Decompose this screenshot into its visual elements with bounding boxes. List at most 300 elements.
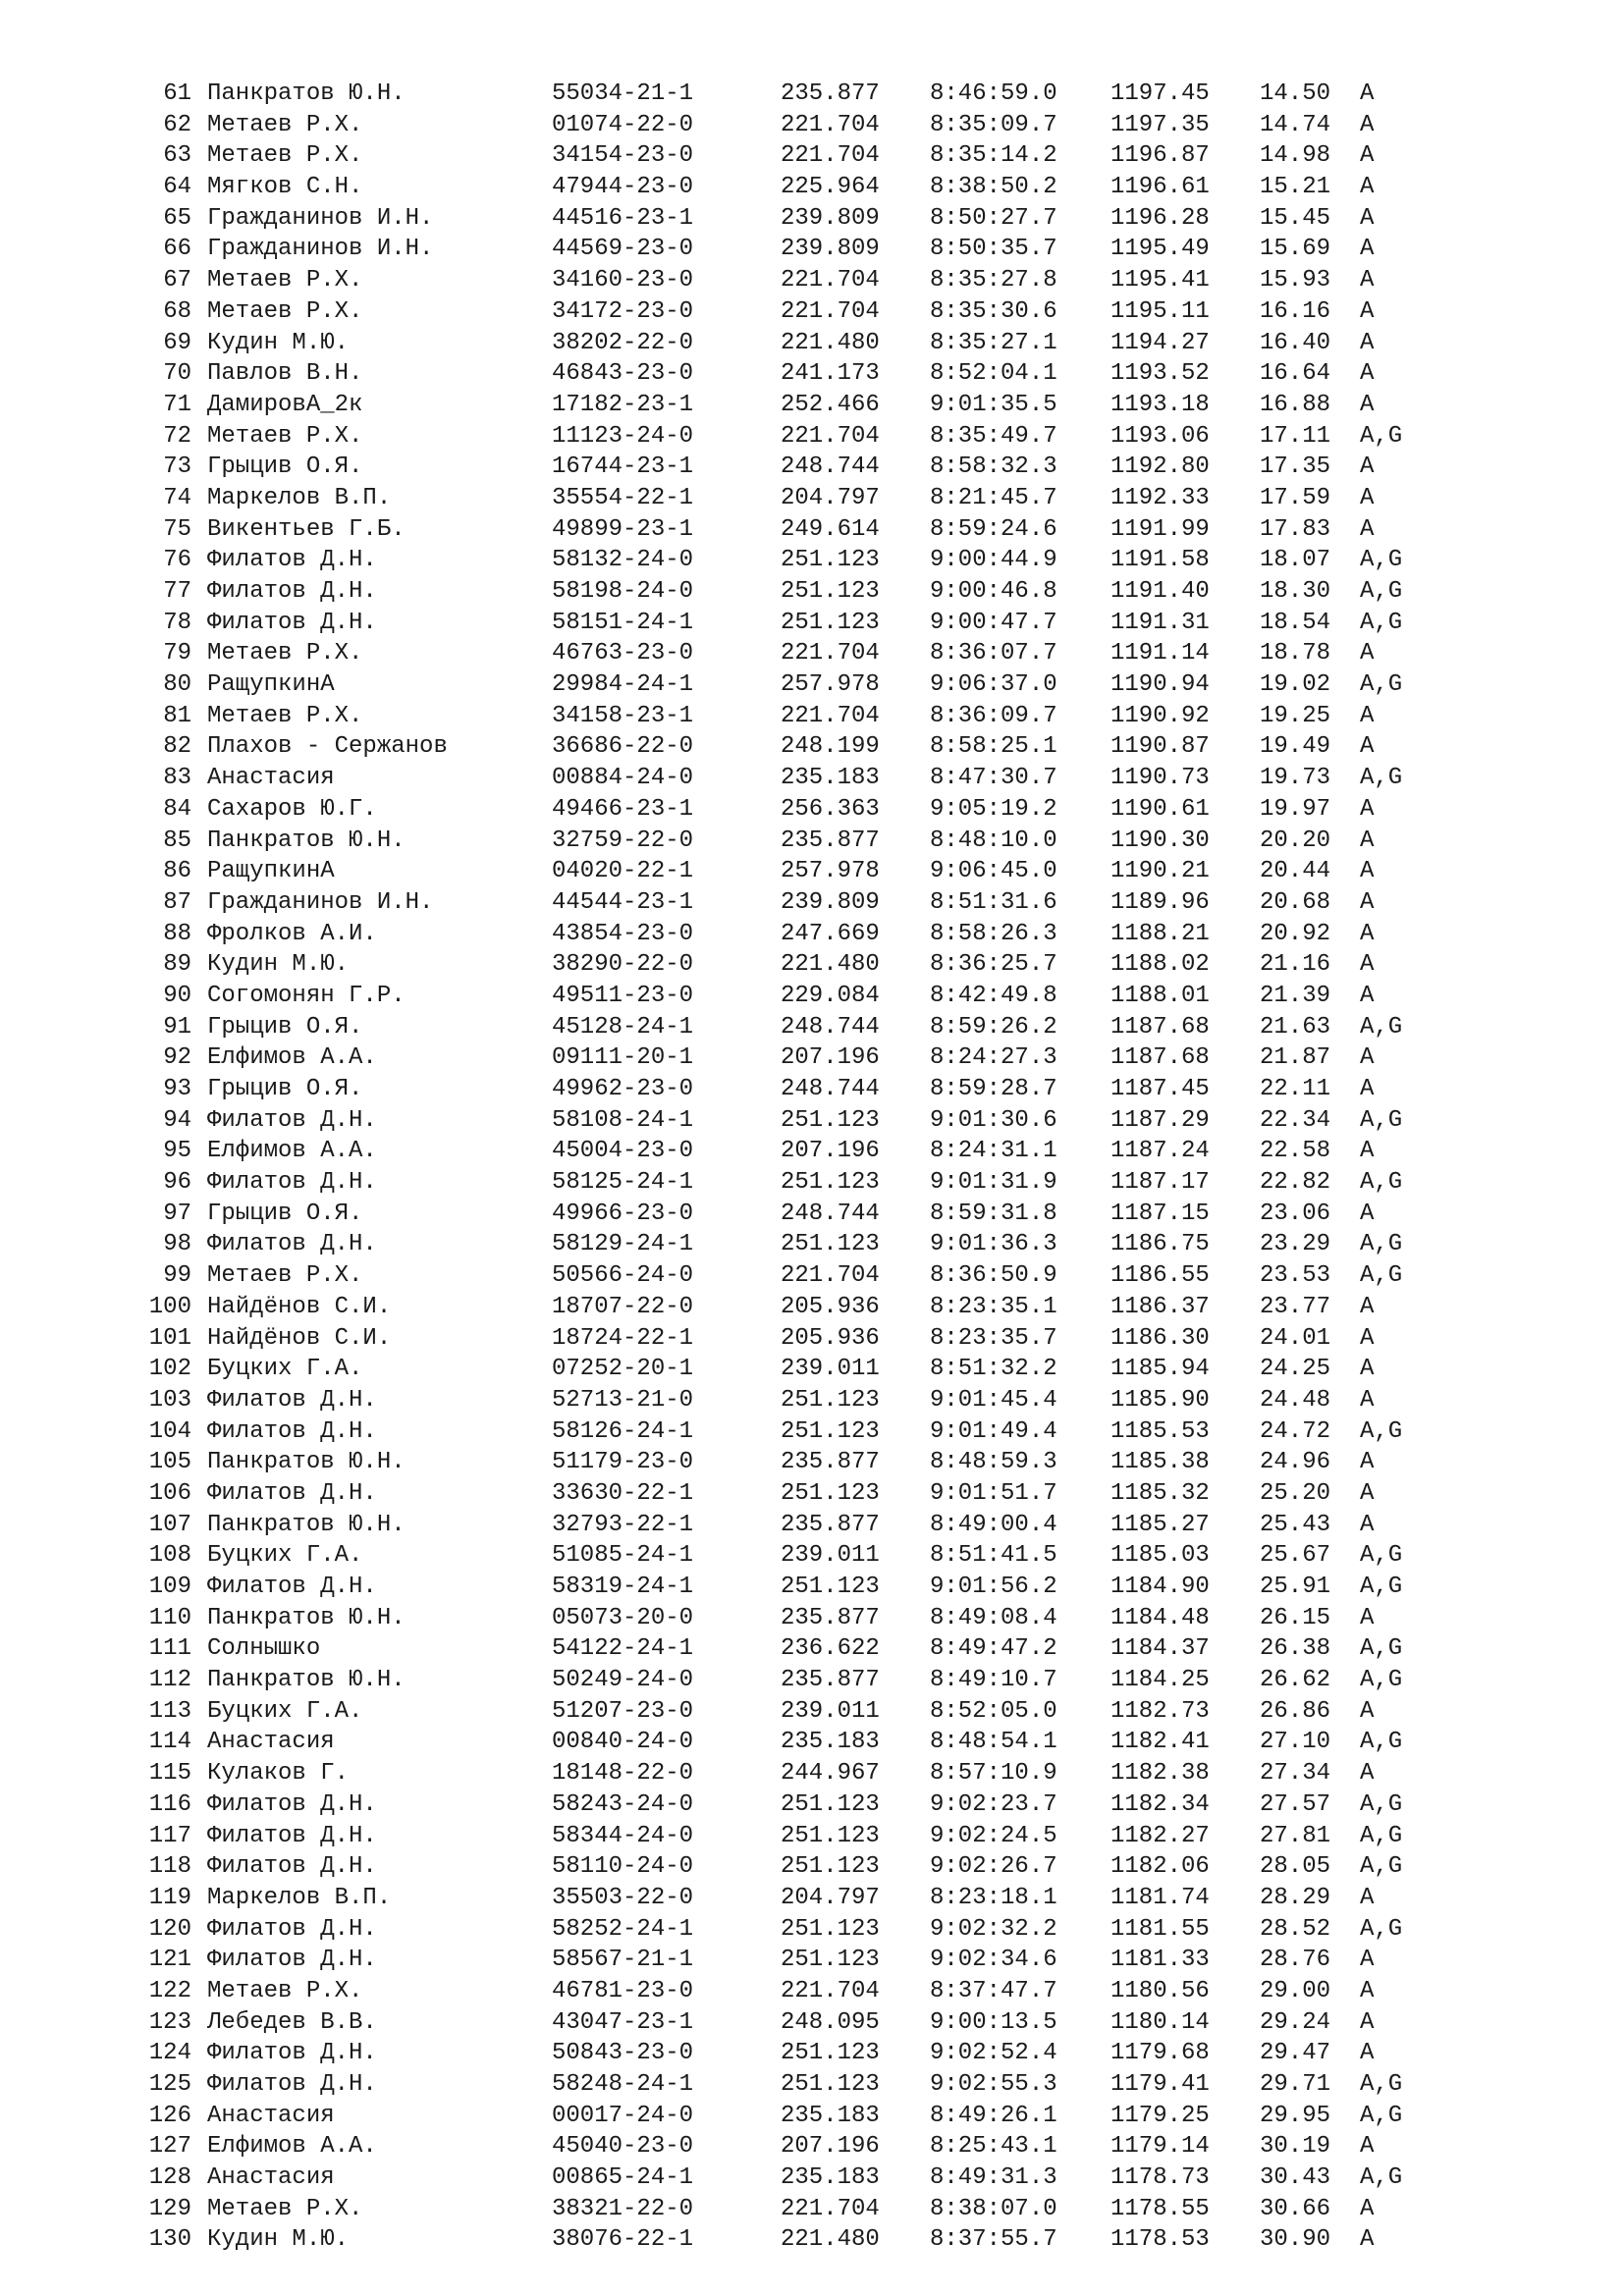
row-name: Метаев Р.Х. xyxy=(207,142,363,170)
table-row xyxy=(0,1292,1624,1323)
row-speed: 1179.25 xyxy=(1110,2102,1210,2129)
row-name: Филатов Д.Н. xyxy=(207,1106,377,1134)
row-coefficient: 14.98 xyxy=(1260,142,1331,170)
row-place: 102 xyxy=(148,1356,191,1383)
table-row xyxy=(0,1603,1624,1634)
row-speed: 1182.34 xyxy=(1110,1790,1210,1818)
row-flags: A xyxy=(1360,1386,1375,1414)
row-distance: 229.084 xyxy=(781,982,880,1009)
table-row xyxy=(0,1789,1624,1821)
row-arrival-time: 8:21:45.7 xyxy=(930,484,1057,511)
table-row xyxy=(0,763,1624,794)
row-flags: A,G xyxy=(1360,609,1403,636)
row-place: 96 xyxy=(163,1169,191,1197)
row-arrival-time: 8:23:35.1 xyxy=(930,1293,1057,1320)
row-place: 100 xyxy=(148,1293,191,1320)
row-flags: A xyxy=(1360,1138,1375,1165)
row-ring-number: 49466-23-1 xyxy=(552,795,694,823)
row-arrival-time: 8:36:50.9 xyxy=(930,1262,1057,1290)
row-place: 124 xyxy=(148,2040,191,2067)
row-arrival-time: 8:59:28.7 xyxy=(930,1076,1057,1102)
row-speed: 1193.06 xyxy=(1110,422,1210,450)
row-speed: 1190.87 xyxy=(1110,733,1210,761)
row-distance: 248.744 xyxy=(781,1200,880,1227)
row-place: 85 xyxy=(163,827,191,854)
row-distance: 248.199 xyxy=(781,733,880,761)
row-distance: 251.123 xyxy=(781,1853,880,1881)
row-flags: A xyxy=(1360,484,1375,511)
row-name: Метаев Р.Х. xyxy=(207,111,363,138)
row-distance: 235.877 xyxy=(781,1604,880,1631)
row-distance: 205.936 xyxy=(781,1324,880,1352)
row-arrival-time: 8:35:27.8 xyxy=(930,267,1057,294)
row-place: 74 xyxy=(163,484,191,511)
row-coefficient: 18.07 xyxy=(1260,547,1331,574)
row-name: Грыцив О.Я. xyxy=(207,454,363,481)
table-row xyxy=(0,701,1624,732)
row-distance: 241.173 xyxy=(781,360,880,388)
table-row xyxy=(0,234,1624,265)
row-place: 120 xyxy=(148,1915,191,1943)
row-name: Филатов Д.Н. xyxy=(207,1417,377,1445)
row-distance: 235.183 xyxy=(781,2102,880,2129)
row-speed: 1185.32 xyxy=(1110,1479,1210,1507)
row-coefficient: 26.86 xyxy=(1260,1697,1331,1725)
row-arrival-time: 8:51:41.5 xyxy=(930,1542,1057,1570)
row-ring-number: 55034-21-1 xyxy=(552,80,694,107)
row-speed: 1185.03 xyxy=(1110,1542,1210,1570)
row-coefficient: 17.11 xyxy=(1260,422,1331,450)
row-coefficient: 25.67 xyxy=(1260,1542,1331,1570)
row-arrival-time: 9:00:47.7 xyxy=(930,609,1057,636)
row-place: 103 xyxy=(148,1386,191,1414)
row-speed: 1187.17 xyxy=(1110,1169,1210,1197)
row-name: Филатов Д.Н. xyxy=(207,2040,377,2067)
row-flags: A xyxy=(1360,1076,1375,1102)
row-coefficient: 25.43 xyxy=(1260,1511,1331,1538)
row-speed: 1182.38 xyxy=(1110,1760,1210,1788)
row-place: 107 xyxy=(148,1511,191,1538)
table-row xyxy=(0,203,1624,235)
row-ring-number: 34172-23-0 xyxy=(552,297,694,325)
row-name: Панкратов Ю.Н. xyxy=(207,827,406,854)
row-name: Лебедев В.В. xyxy=(207,2008,377,2036)
row-ring-number: 58243-24-0 xyxy=(552,1790,694,1818)
row-flags: A xyxy=(1360,1200,1375,1227)
row-ring-number: 09111-20-1 xyxy=(552,1044,694,1072)
row-place: 99 xyxy=(163,1262,191,1290)
row-name: Метаев Р.Х. xyxy=(207,297,363,325)
row-arrival-time: 9:01:36.3 xyxy=(930,1231,1057,1258)
row-flags: A xyxy=(1360,1884,1375,1911)
row-flags: A xyxy=(1360,2040,1375,2067)
row-flags: A xyxy=(1360,80,1375,107)
table-row xyxy=(0,856,1624,887)
row-speed: 1180.14 xyxy=(1110,2008,1210,2036)
row-speed: 1190.94 xyxy=(1110,671,1210,699)
row-name: Мягков С.Н. xyxy=(207,174,363,201)
row-name: Филатов Д.Н. xyxy=(207,1231,377,1258)
row-ring-number: 46781-23-0 xyxy=(552,1977,694,2004)
row-ring-number: 00840-24-0 xyxy=(552,1729,694,1756)
row-place: 116 xyxy=(148,1790,191,1818)
row-speed: 1191.99 xyxy=(1110,515,1210,543)
row-coefficient: 18.30 xyxy=(1260,578,1331,605)
row-speed: 1185.94 xyxy=(1110,1356,1210,1383)
row-flags: A,G xyxy=(1360,1231,1403,1258)
table-row xyxy=(0,669,1624,701)
row-speed: 1186.30 xyxy=(1110,1324,1210,1352)
row-name: Анастасия xyxy=(207,765,335,792)
row-name: Елфимов А.А. xyxy=(207,2133,377,2161)
row-name: Метаев Р.Х. xyxy=(207,2195,363,2222)
row-name: Кулаков Г. xyxy=(207,1760,350,1788)
row-flags: A xyxy=(1360,1044,1375,1072)
row-ring-number: 17182-23-1 xyxy=(552,391,694,418)
row-flags: A xyxy=(1360,1947,1375,1974)
row-flags: A xyxy=(1360,982,1375,1009)
row-arrival-time: 8:49:00.4 xyxy=(930,1511,1057,1538)
row-place: 109 xyxy=(148,1574,191,1600)
row-place: 88 xyxy=(163,920,191,947)
row-flags: A xyxy=(1360,1511,1375,1538)
row-place: 101 xyxy=(148,1324,191,1352)
row-place: 65 xyxy=(163,204,191,232)
row-distance: 204.797 xyxy=(781,1884,880,1911)
row-flags: A xyxy=(1360,297,1375,325)
row-place: 87 xyxy=(163,888,191,916)
row-coefficient: 27.34 xyxy=(1260,1760,1331,1788)
row-flags: A,G xyxy=(1360,578,1403,605)
row-distance: 251.123 xyxy=(781,1417,880,1445)
row-distance: 251.123 xyxy=(781,1915,880,1943)
row-flags: A xyxy=(1360,1324,1375,1352)
row-flags: A xyxy=(1360,454,1375,481)
row-distance: 235.877 xyxy=(781,80,880,107)
row-place: 69 xyxy=(163,329,191,356)
table-row xyxy=(0,265,1624,296)
row-name: Грыцив О.Я. xyxy=(207,1076,363,1102)
row-distance: 235.877 xyxy=(781,827,880,854)
row-place: 91 xyxy=(163,1013,191,1041)
row-coefficient: 27.81 xyxy=(1260,1822,1331,1849)
row-arrival-time: 8:42:49.8 xyxy=(930,982,1057,1009)
row-ring-number: 32759-22-0 xyxy=(552,827,694,854)
row-distance: 205.936 xyxy=(781,1293,880,1320)
row-arrival-time: 8:38:50.2 xyxy=(930,174,1057,201)
row-name: Елфимов А.А. xyxy=(207,1044,377,1072)
row-name: Найдёнов С.И. xyxy=(207,1324,392,1352)
row-ring-number: 07252-20-1 xyxy=(552,1356,694,1383)
table-row xyxy=(0,1665,1624,1696)
row-coefficient: 29.47 xyxy=(1260,2040,1331,2067)
table-row xyxy=(0,1572,1624,1603)
row-place: 115 xyxy=(148,1760,191,1788)
row-ring-number: 32793-22-1 xyxy=(552,1511,694,1538)
row-coefficient: 30.90 xyxy=(1260,2226,1331,2254)
row-coefficient: 21.87 xyxy=(1260,1044,1331,1072)
row-coefficient: 16.40 xyxy=(1260,329,1331,356)
row-coefficient: 16.88 xyxy=(1260,391,1331,418)
row-arrival-time: 9:01:31.9 xyxy=(930,1169,1057,1197)
row-name: Филатов Д.Н. xyxy=(207,2071,377,2098)
row-ring-number: 58198-24-0 xyxy=(552,578,694,605)
row-coefficient: 28.29 xyxy=(1260,1884,1331,1911)
row-place: 89 xyxy=(163,951,191,979)
row-flags: A xyxy=(1360,515,1375,543)
row-arrival-time: 8:59:24.6 xyxy=(930,515,1057,543)
row-arrival-time: 9:02:52.4 xyxy=(930,2040,1057,2067)
row-coefficient: 14.74 xyxy=(1260,111,1331,138)
row-speed: 1187.45 xyxy=(1110,1076,1210,1102)
row-ring-number: 16744-23-1 xyxy=(552,454,694,481)
row-place: 95 xyxy=(163,1138,191,1165)
row-name: Фролков А.И. xyxy=(207,920,377,947)
row-speed: 1189.96 xyxy=(1110,888,1210,916)
row-place: 73 xyxy=(163,454,191,481)
row-arrival-time: 9:02:26.7 xyxy=(930,1853,1057,1881)
row-distance: 251.123 xyxy=(781,547,880,574)
row-arrival-time: 8:35:27.1 xyxy=(930,329,1057,356)
row-coefficient: 20.68 xyxy=(1260,888,1331,916)
row-speed: 1184.25 xyxy=(1110,1667,1210,1694)
row-name: Филатов Д.Н. xyxy=(207,1790,377,1818)
row-flags: A,G xyxy=(1360,1790,1403,1818)
row-place: 128 xyxy=(148,2164,191,2192)
table-row xyxy=(0,421,1624,453)
row-coefficient: 19.97 xyxy=(1260,795,1331,823)
row-distance: 221.704 xyxy=(781,297,880,325)
row-flags: A xyxy=(1360,827,1375,854)
table-row xyxy=(0,545,1624,576)
table-row xyxy=(0,2101,1624,2132)
table-row xyxy=(0,1323,1624,1355)
row-flags: A xyxy=(1360,1977,1375,2004)
row-arrival-time: 8:49:47.2 xyxy=(930,1635,1057,1663)
row-place: 110 xyxy=(148,1604,191,1631)
row-distance: 207.196 xyxy=(781,2133,880,2161)
row-distance: 239.809 xyxy=(781,888,880,916)
row-ring-number: 33630-22-1 xyxy=(552,1479,694,1507)
row-coefficient: 15.69 xyxy=(1260,236,1331,263)
row-speed: 1187.68 xyxy=(1110,1013,1210,1041)
row-speed: 1178.73 xyxy=(1110,2164,1210,2192)
row-name: Филатов Д.Н. xyxy=(207,609,377,636)
row-ring-number: 54122-24-1 xyxy=(552,1635,694,1663)
row-place: 76 xyxy=(163,547,191,574)
row-place: 77 xyxy=(163,578,191,605)
row-coefficient: 30.19 xyxy=(1260,2133,1331,2161)
row-speed: 1182.06 xyxy=(1110,1853,1210,1881)
row-coefficient: 23.53 xyxy=(1260,1262,1331,1290)
table-row xyxy=(0,1478,1624,1510)
row-arrival-time: 8:23:35.7 xyxy=(930,1324,1057,1352)
row-arrival-time: 9:02:55.3 xyxy=(930,2071,1057,2098)
row-coefficient: 21.16 xyxy=(1260,951,1331,979)
row-arrival-time: 8:49:10.7 xyxy=(930,1667,1057,1694)
row-speed: 1186.55 xyxy=(1110,1262,1210,1290)
row-arrival-time: 9:01:30.6 xyxy=(930,1106,1057,1134)
row-speed: 1185.27 xyxy=(1110,1511,1210,1538)
row-distance: 251.123 xyxy=(781,2071,880,2098)
row-coefficient: 29.95 xyxy=(1260,2102,1331,2129)
row-speed: 1181.55 xyxy=(1110,1915,1210,1943)
row-speed: 1182.27 xyxy=(1110,1822,1210,1849)
row-ring-number: 58132-24-0 xyxy=(552,547,694,574)
row-speed: 1182.41 xyxy=(1110,1729,1210,1756)
row-coefficient: 26.38 xyxy=(1260,1635,1331,1663)
row-distance: 221.704 xyxy=(781,111,880,138)
row-arrival-time: 8:59:31.8 xyxy=(930,1200,1057,1227)
row-ring-number: 35554-22-1 xyxy=(552,484,694,511)
row-ring-number: 43854-23-0 xyxy=(552,920,694,947)
row-place: 129 xyxy=(148,2195,191,2222)
table-row xyxy=(0,2224,1624,2256)
row-name: Буцких Г.А. xyxy=(207,1356,363,1383)
row-speed: 1195.49 xyxy=(1110,236,1210,263)
row-speed: 1184.90 xyxy=(1110,1574,1210,1600)
row-arrival-time: 8:49:08.4 xyxy=(930,1604,1057,1631)
row-coefficient: 19.49 xyxy=(1260,733,1331,761)
row-place: 62 xyxy=(163,111,191,138)
row-distance: 221.480 xyxy=(781,329,880,356)
table-row xyxy=(0,1074,1624,1105)
row-flags: A,G xyxy=(1360,1635,1403,1663)
row-name: Метаев Р.Х. xyxy=(207,702,363,729)
row-name: Панкратов Ю.Н. xyxy=(207,1511,406,1538)
row-place: 106 xyxy=(148,1479,191,1507)
row-ring-number: 49966-23-0 xyxy=(552,1200,694,1227)
row-speed: 1187.15 xyxy=(1110,1200,1210,1227)
row-flags: A xyxy=(1360,391,1375,418)
row-ring-number: 58248-24-1 xyxy=(552,2071,694,2098)
row-coefficient: 19.73 xyxy=(1260,765,1331,792)
row-speed: 1181.33 xyxy=(1110,1947,1210,1974)
row-coefficient: 22.11 xyxy=(1260,1076,1331,1102)
row-flags: A,G xyxy=(1360,2102,1403,2129)
table-row xyxy=(0,1976,1624,2007)
row-name: Гражданинов И.Н. xyxy=(207,204,434,232)
row-arrival-time: 8:58:25.1 xyxy=(930,733,1057,761)
row-distance: 221.704 xyxy=(781,422,880,450)
row-place: 86 xyxy=(163,858,191,885)
row-arrival-time: 9:02:23.7 xyxy=(930,1790,1057,1818)
table-row xyxy=(0,483,1624,514)
table-row xyxy=(0,731,1624,763)
row-name: ДамировА_2к xyxy=(207,391,363,418)
row-name: Панкратов Ю.Н. xyxy=(207,1667,406,1694)
row-ring-number: 49962-23-0 xyxy=(552,1076,694,1102)
row-ring-number: 58129-24-1 xyxy=(552,1231,694,1258)
row-distance: 235.183 xyxy=(781,2164,880,2192)
row-speed: 1196.61 xyxy=(1110,174,1210,201)
row-arrival-time: 9:00:44.9 xyxy=(930,547,1057,574)
row-distance: 249.614 xyxy=(781,515,880,543)
table-row xyxy=(0,390,1624,421)
row-ring-number: 44569-23-0 xyxy=(552,236,694,263)
row-coefficient: 29.24 xyxy=(1260,2008,1331,2036)
row-name: Филатов Д.Н. xyxy=(207,547,377,574)
row-ring-number: 04020-22-1 xyxy=(552,858,694,885)
row-coefficient: 29.71 xyxy=(1260,2071,1331,2098)
row-distance: 248.095 xyxy=(781,2008,880,2036)
row-speed: 1187.24 xyxy=(1110,1138,1210,1165)
row-name: Филатов Д.Н. xyxy=(207,1853,377,1881)
row-flags: A xyxy=(1360,2008,1375,2036)
row-flags: A,G xyxy=(1360,1417,1403,1445)
row-flags: A xyxy=(1360,1449,1375,1476)
row-speed: 1194.27 xyxy=(1110,329,1210,356)
row-flags: A xyxy=(1360,888,1375,916)
table-row xyxy=(0,1447,1624,1478)
row-distance: 221.704 xyxy=(781,1262,880,1290)
table-row xyxy=(0,576,1624,608)
row-coefficient: 17.59 xyxy=(1260,484,1331,511)
table-row xyxy=(0,826,1624,857)
table-row xyxy=(0,1385,1624,1416)
row-name: Филатов Д.Н. xyxy=(207,1822,377,1849)
row-flags: A xyxy=(1360,2195,1375,2222)
row-name: Буцких Г.А. xyxy=(207,1697,363,1725)
row-arrival-time: 8:37:47.7 xyxy=(930,1977,1057,2004)
table-row xyxy=(0,2163,1624,2194)
table-row xyxy=(0,1042,1624,1074)
table-row xyxy=(0,887,1624,919)
row-arrival-time: 8:50:35.7 xyxy=(930,236,1057,263)
table-row xyxy=(0,1229,1624,1260)
row-arrival-time: 8:36:25.7 xyxy=(930,951,1057,979)
row-flags: A,G xyxy=(1360,1106,1403,1134)
table-row xyxy=(0,1727,1624,1758)
row-coefficient: 27.10 xyxy=(1260,1729,1331,1756)
row-ring-number: 38076-22-1 xyxy=(552,2226,694,2254)
row-distance: 248.744 xyxy=(781,1076,880,1102)
row-name: Грыцив О.Я. xyxy=(207,1013,363,1041)
row-place: 126 xyxy=(148,2102,191,2129)
row-arrival-time: 9:02:34.6 xyxy=(930,1947,1057,1974)
row-name: Метаев Р.Х. xyxy=(207,640,363,667)
row-arrival-time: 8:48:59.3 xyxy=(930,1449,1057,1476)
table-row xyxy=(0,1821,1624,1852)
row-flags: A xyxy=(1360,1479,1375,1507)
row-coefficient: 17.35 xyxy=(1260,454,1331,481)
row-flags: A xyxy=(1360,267,1375,294)
row-distance: 248.744 xyxy=(781,454,880,481)
row-flags: A,G xyxy=(1360,1822,1403,1849)
table-row xyxy=(0,2007,1624,2039)
row-arrival-time: 8:52:05.0 xyxy=(930,1697,1057,1725)
row-ring-number: 50843-23-0 xyxy=(552,2040,694,2067)
row-speed: 1178.53 xyxy=(1110,2226,1210,2254)
row-distance: 251.123 xyxy=(781,578,880,605)
row-ring-number: 58344-24-0 xyxy=(552,1822,694,1849)
row-coefficient: 21.39 xyxy=(1260,982,1331,1009)
row-coefficient: 24.25 xyxy=(1260,1356,1331,1383)
row-flags: A xyxy=(1360,795,1375,823)
row-distance: 251.123 xyxy=(781,1822,880,1849)
row-flags: A xyxy=(1360,236,1375,263)
row-name: Гражданинов И.Н. xyxy=(207,236,434,263)
row-coefficient: 25.20 xyxy=(1260,1479,1331,1507)
row-ring-number: 01074-22-0 xyxy=(552,111,694,138)
row-arrival-time: 8:25:43.1 xyxy=(930,2133,1057,2161)
row-coefficient: 14.50 xyxy=(1260,80,1331,107)
row-flags: A xyxy=(1360,858,1375,885)
table-row xyxy=(0,79,1624,110)
row-flags: A,G xyxy=(1360,1574,1403,1600)
row-speed: 1190.30 xyxy=(1110,827,1210,854)
row-arrival-time: 8:35:09.7 xyxy=(930,111,1057,138)
